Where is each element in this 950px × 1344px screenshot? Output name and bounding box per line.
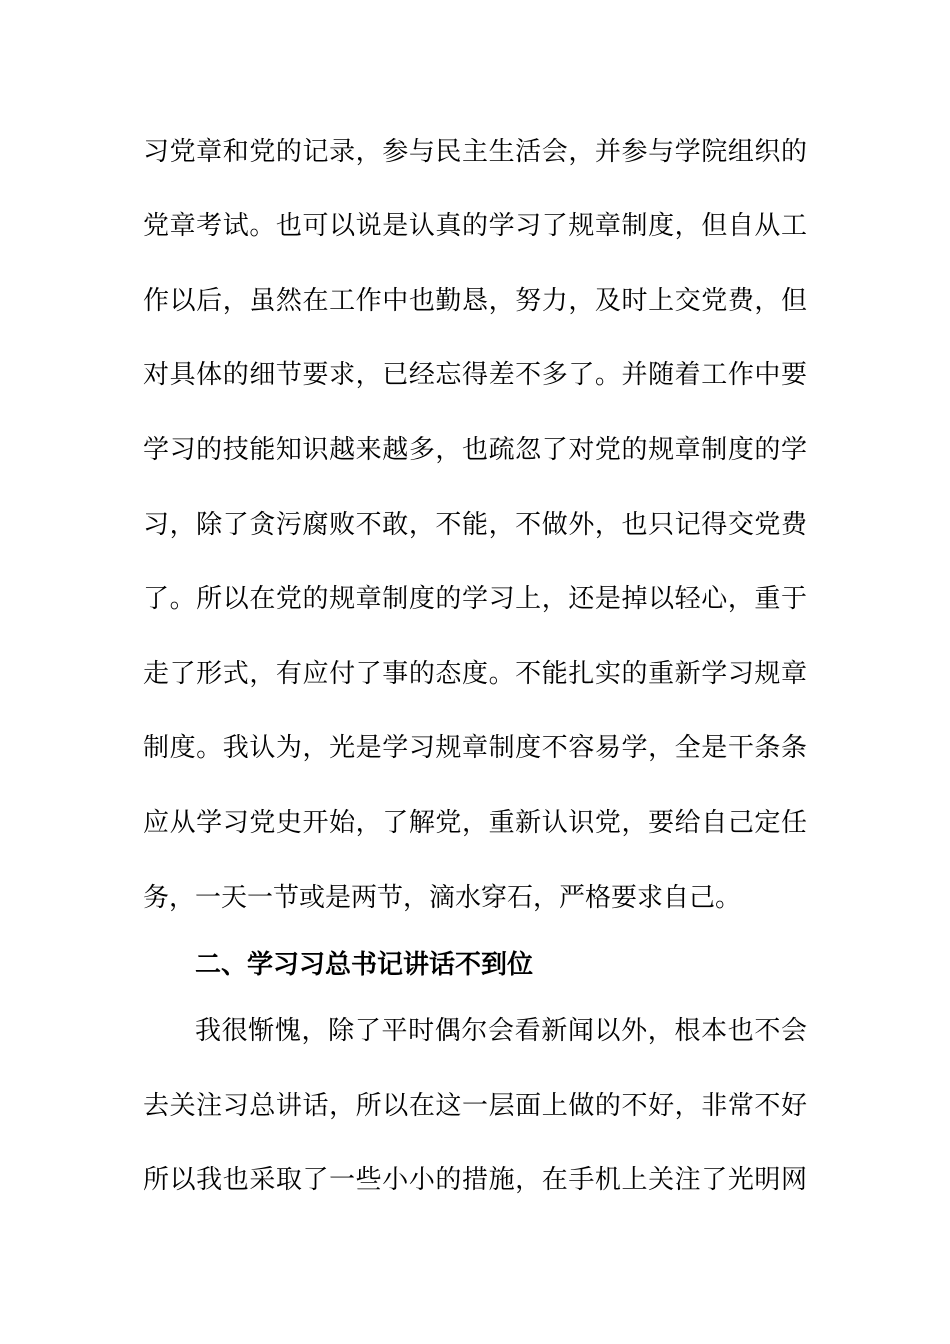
paragraph-line: 去关注习总讲话，所以在这一层面上做的不好，非常不好 — [143, 1091, 807, 1121]
section-heading: 二、学习习总书记讲话不到位 — [195, 950, 534, 980]
paragraph-line: 党章考试。也可以说是认真的学习了规章制度，但自从工 — [143, 211, 807, 241]
paragraph-line: 应从学习党史开始，了解党，重新认识党，要给自己定任 — [143, 808, 807, 838]
paragraph-line: 所以我也采取了一些小小的措施，在手机上关注了光明网 — [143, 1165, 807, 1195]
paragraph-line: 作以后，虽然在工作中也勤恳，努力，及时上交党费，但 — [143, 286, 807, 316]
paragraph-line: 习党章和党的记录，参与民主生活会，并参与学院组织的 — [143, 137, 807, 167]
paragraph-line: 制度。我认为，光是学习规章制度不容易学，全是干条条 — [143, 733, 807, 763]
paragraph-line: 了。所以在党的规章制度的学习上，还是掉以轻心，重于 — [143, 584, 807, 614]
paragraph-line: 我很惭愧，除了平时偶尔会看新闻以外，根本也不会 — [195, 1016, 807, 1046]
paragraph-line: 习，除了贪污腐败不敢，不能，不做外，也只记得交党费 — [143, 510, 807, 540]
paragraph-line: 走了形式，有应付了事的态度。不能扎实的重新学习规章 — [143, 659, 807, 689]
paragraph-line: 对具体的细节要求，已经忘得差不多了。并随着工作中要 — [143, 360, 807, 390]
paragraph-line: 务，一天一节或是两节，滴水穿石，严格要求自己。 — [143, 883, 742, 913]
paragraph-line: 学习的技能知识越来越多，也疏忽了对党的规章制度的学 — [143, 435, 807, 465]
